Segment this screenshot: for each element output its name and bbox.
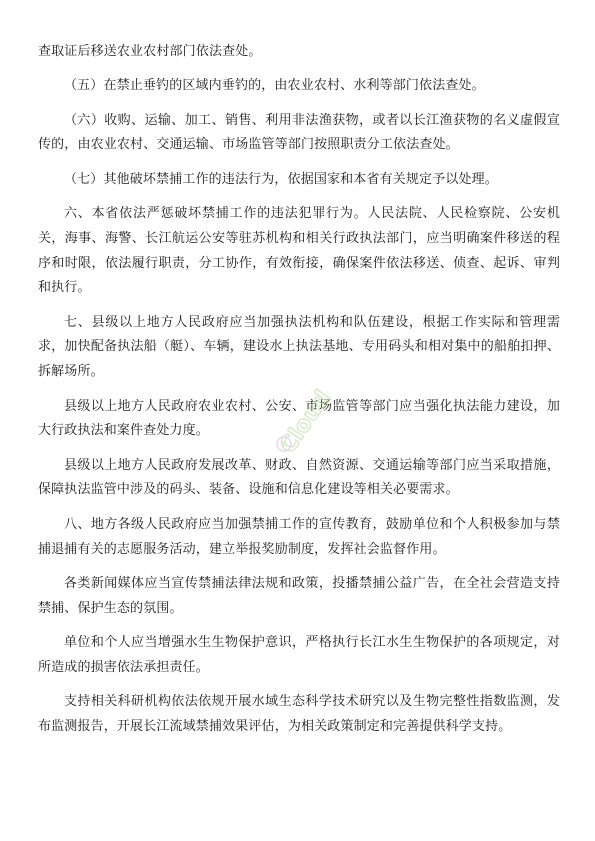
paragraph-item-6: （六）收购、运输、加工、销售、利用非法渔获物，或者以长江渔获物的名义虚假宣传的，由农业农村、交通运输、市场监管等部门按照职责分工依法查处。 bbox=[38, 112, 560, 153]
paragraph-section-8-b: 各类新闻媒体应当宣传禁捕法律法规和政策，投播禁捕公益广告，在全社会营造支持禁捕、保护生态的氛围。 bbox=[38, 575, 560, 616]
paragraph-item-5: （五）在禁止垂钓的区域内垂钓的，由农业农村、水利等部门依法查处。 bbox=[64, 78, 485, 94]
paragraph-section-7: 七、县级以上地方人民政府应当加强执法机构和队伍建设，根据工作实际和管理需求，加快配备执法船（艇）、车辆，建设水上执法基地、专用码头和相对集中的船舶扣押、拆解场所。 bbox=[38, 314, 560, 380]
paragraph-section-8-d: 支持相关科研机构依法依规开展水域生态科学技术研究以及生物完整性指数监测，发布监测报告，开展长江流域禁捕效果评估，为相关政策制定和完善提供科学支持。 bbox=[38, 694, 560, 734]
paragraph-item-7: （七）其他破坏禁捕工作的违法行为，依据国家和本省有关规定予以处理。 bbox=[64, 171, 498, 187]
paragraph-section-7-b: 县级以上地方人民政府农业农村、公安、市场监管等部门应当强化执法能力建设，加大行政执法和案件查处力度。 bbox=[38, 398, 560, 439]
document-body bbox=[38, 40, 560, 749]
paragraph-section-8-c: 单位和个人应当增强水生生物保护意识，严格执行长江水生生物保护的各项规定，对所造成的损害依法承担责任。 bbox=[38, 634, 560, 675]
paragraph-section-6: 六、本省依法严惩破坏禁捕工作的违法犯罪行为。人民法院、人民检察院、公安机关，海事、海警、长江航运公安等驻苏机构和相关行政执法部门，应当明确案件移送的程序和时限，依法履行职责，分工协作，有效衔接，确保案件依法移送、侦查、起诉、审判和执行。 bbox=[38, 205, 560, 296]
watermark-text: Cloud bbox=[275, 386, 337, 459]
paragraph-section-8: 八、地方各级人民政府应当加强禁捕工作的宣传教育，鼓励单位和个人积极参加与禁捕退捕有关的志愿服务活动，建立举报奖励制度，发挥社会监督作用。 bbox=[38, 516, 560, 557]
paragraph-continuation: 查取证后移送农业农村部门依法查处。 bbox=[38, 44, 262, 59]
paragraph-section-7-c: 县级以上地方人民政府发展改革、财政、自然资源、交通运输等部门应当采取措施，保障执法监管中涉及的码头、装备、设施和信息化建设等相关必要需求。 bbox=[38, 457, 560, 498]
